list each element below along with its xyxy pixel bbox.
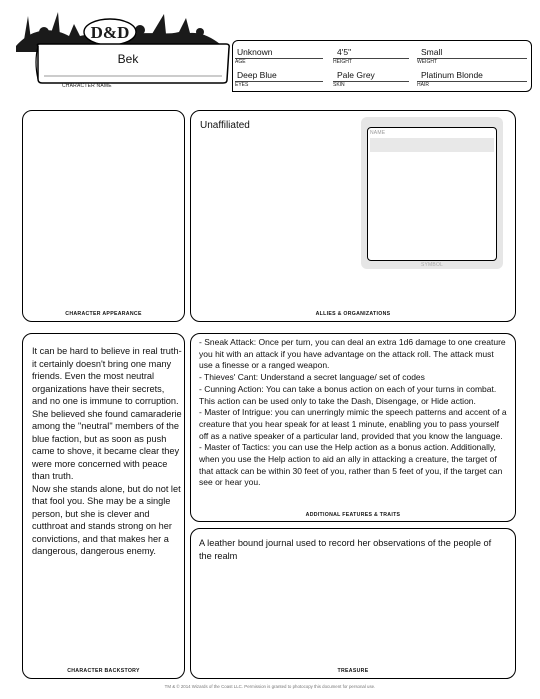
- character-name-value[interactable]: Bek: [117, 52, 139, 66]
- features-text[interactable]: - Sneak Attack: Once per turn, you can deal an extra 1d6 damage to one creature you hit with an attack if you have advantage on the attack roll. The attack must use a finesse or a ranged weapon. - Thieves' Cant: Understand a secret language/ set of codes - Cunning Action: You can take a bonus action on each of your turns in combat. This action can be used only to take the Dash, Disengage, or Hide action. - Master of Intrigue: you can unerringly mimic the speech patterns and accent of a creature that you hear speak for at least 1 minute, enabling you to pass yourself off as a native speaker of a particular land, provided that you know the language. - Master of Tactics: you can use the Help action as a bonus action. Additionally, when you use the Help action to aid an ally in attacking a creature, the target of that attack can be within 30 feet of you, rather than 5 feet of you, if the target can see or hear you.: [199, 337, 507, 488]
- faction-symbol-area: [361, 117, 503, 269]
- allies-organizations-title: ALLIES & ORGANIZATIONS: [315, 311, 391, 317]
- eyes-value[interactable]: Deep Blue: [237, 70, 277, 80]
- character-backstory-title: CHARACTER BACKSTORY: [67, 668, 140, 674]
- age-underline: [235, 58, 323, 59]
- character-appearance-panel[interactable]: [22, 110, 185, 322]
- character-name-banner: [34, 42, 232, 86]
- symbol-name-label: NAME: [370, 130, 386, 136]
- height-label: HEIGHT: [333, 59, 352, 65]
- physical-attributes-box: [232, 40, 532, 92]
- allies-text[interactable]: Unaffiliated: [200, 120, 250, 131]
- weight-label: WEIGHT: [417, 59, 437, 65]
- hair-underline: [417, 81, 527, 82]
- height-value[interactable]: 4'5": [337, 47, 352, 57]
- symbol-name-field[interactable]: [370, 138, 494, 152]
- features-traits-panel[interactable]: [190, 333, 516, 522]
- hair-value[interactable]: Platinum Blonde: [421, 70, 483, 80]
- treasure-panel[interactable]: [190, 528, 516, 679]
- character-appearance-title: CHARACTER APPEARANCE: [65, 311, 142, 317]
- features-traits-title: ADDITIONAL FEATURES & TRAITS: [305, 512, 401, 518]
- copyright-footer: TM & © 2014 Wizards of the Coast LLC. Permission is granted to photocopy this document for personal use.: [164, 684, 376, 689]
- allies-organizations-panel[interactable]: [190, 110, 516, 322]
- age-value[interactable]: Unknown: [237, 47, 273, 57]
- character-name-label: CHARACTER NAME: [62, 83, 112, 89]
- hair-label: HAIR: [417, 82, 429, 88]
- character-backstory-panel[interactable]: [22, 333, 185, 679]
- logo-text: D&D: [90, 23, 130, 42]
- eyes-label: EYES: [235, 82, 249, 88]
- weight-value[interactable]: Small: [421, 47, 443, 57]
- symbol-label: SYMBOL: [420, 262, 444, 268]
- faction-symbol-frame[interactable]: [367, 127, 497, 261]
- age-label: AGE: [235, 59, 246, 65]
- backstory-text[interactable]: It can be hard to believe in real truth- it certainly doesn't bring one many friends. Even the most neutral organizations have their secrets, and no one is immune to corruption. She believed she found camaraderie among the "neutral" members of the blue faction, but as soon as push came to shove, it became clear they were more concerned with peace than truth. Now she stands alone, but do not let that fool you. She may be a single person, but she is clever and cutthroat and stands strong on her convictions, and that makes her a dangerous, dangerous enemy.: [32, 346, 182, 556]
- skin-label: SKIN: [333, 82, 345, 88]
- treasure-title: TREASURE: [337, 668, 369, 674]
- skin-value[interactable]: Pale Grey: [337, 70, 375, 80]
- treasure-text[interactable]: A leather bound journal used to record her observations of the people of the realm: [199, 538, 492, 561]
